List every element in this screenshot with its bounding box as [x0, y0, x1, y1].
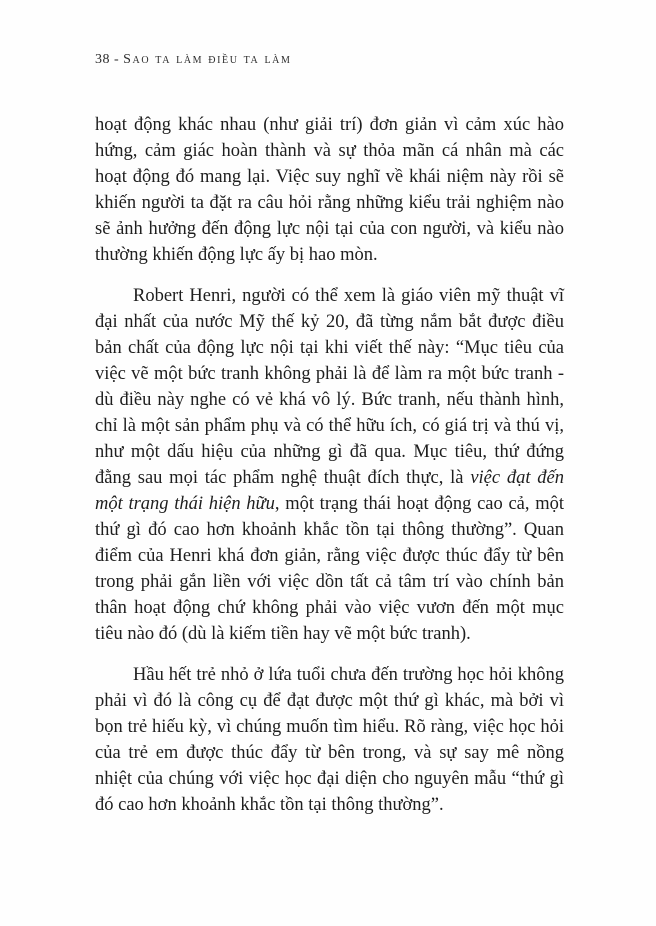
- paragraph-2-emphasis: việc đạt đến một trạng thái hiện hữu: [95, 468, 565, 514]
- paragraph-2: [95, 283, 564, 647]
- page-number: 38: [95, 52, 110, 67]
- running-title: Sao ta làm điều ta làm: [123, 52, 292, 67]
- paragraph-1: hoạt động khác nhau (như giải trí) đơn giản vì cảm xúc hào hứng, cảm giác hoàn thành và sự thỏa mãn cá nhân mà các hoạt động đó mang lại. Việc suy nghĩ về khái niệm này rồi sẽ khiến người ta đặt ra câu hỏi rằng những kiểu trải nghiệm nào sẽ ảnh hưởng đến động lực nội tại của con người, và kiểu nào thường khiến động lực ấy bị hao mòn.: [95, 115, 564, 265]
- paragraph-2-text-end: , một trạng thái hoạt động cao cả, một thứ gì đó cao hơn khoảnh khắc tồn tại thông thường”. Quan điểm của Henri khá đơn giản, rằng việc được thúc đẩy từ bên trong phải gắn liền với việc dồn tất cả tâm trí vào chính bản thân hoạt động chứ không phải vào việc vươn đến một mục tiêu nào đó (dù là kiếm tiền hay vẽ một bức tranh).: [95, 494, 564, 644]
- header-separator: -: [110, 52, 124, 67]
- paragraph-3: Hầu hết trẻ nhỏ ở lứa tuổi chưa đến trường học hỏi không phải vì đó là công cụ để đạt được một thứ gì khác, mà bởi vì bọn trẻ hiếu kỳ, vì chúng muốn tìm hiểu. Rõ ràng, việc học hỏi của trẻ em được thúc đẩy từ bên trong, và sự say mê nồng nhiệt của chúng với việc học đại diện cho nguyên mẫu “thứ gì đó cao hơn khoảnh khắc tồn tại thông thường”.: [95, 665, 564, 815]
- running-header: [95, 52, 564, 68]
- page-body: [95, 112, 564, 818]
- paragraph-2-text-start: Robert Henri, người có thể xem là giáo viên mỹ thuật vĩ đại nhất của nước Mỹ thế kỷ 20, đã từng nắm bắt được điều bản chất của động lực nội tại khi viết thế này: “Mục tiêu của việc vẽ một bức tranh không phải là để làm ra một bức tranh - dù điều này nghe có vẻ khá vô lý. Bức tranh, nếu thành hình, chỉ là một sản phẩm phụ và có thể hữu ích, có giá trị và thú vị, như một dấu hiệu của những gì đã qua. Mục tiêu, thứ đứng đằng sau mọi tác phẩm nghệ thuật đích thực, là: [95, 286, 564, 488]
